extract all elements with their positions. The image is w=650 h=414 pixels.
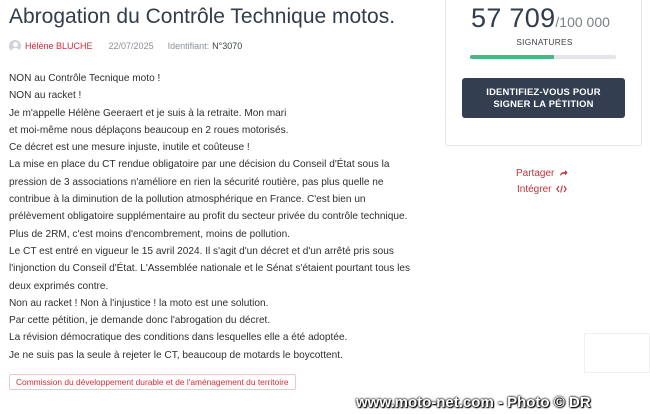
share-link[interactable] [516, 168, 568, 179]
identifier-value: N°3070 [212, 41, 243, 51]
body-line: Je ne suis pas la seule à rejeter le CT, beaucoup de motards le boycottent. [9, 349, 343, 361]
sign-button-line1: IDENTIFIEZ-VOUS POUR [486, 86, 601, 97]
body-line: prélèvement obligatoire supplémentaire au profit du secteur privée du contrôle technique. [9, 211, 408, 223]
signature-count-value: 57 709 [471, 3, 556, 33]
body-line: Je m'appelle Hélène Geeraert et je suis à la retraite. Mon mari [9, 107, 287, 119]
signature-card [445, 0, 642, 146]
petition-date: 22/07/2025 [108, 41, 154, 51]
body-line: deux exprimés contre. [9, 280, 109, 292]
body-line: Ce décret est une mesure injuste, inutile et coûteuse ! [9, 142, 250, 154]
body-line: pression de 3 associations n'améliore en rien la sécurité routière, pas plus quelle ne [9, 176, 384, 188]
body-line: Non au racket ! Non à l'injustice ! la moto est une solution. [9, 297, 269, 309]
body-line: l'injonction du Conseil d'État. L'Assemblée nationale et le Sénat s'étaient pourtant tous les [9, 263, 411, 275]
photo-watermark: www.moto-net.com - Photo © DR [356, 394, 591, 411]
embed-link[interactable] [517, 184, 567, 195]
share-arrow-icon [559, 169, 568, 179]
identifier-label: Identifiant: [167, 41, 210, 51]
sign-petition-button[interactable] [462, 78, 625, 118]
body-line: La mise en place du CT rendue obligatoire par une décision du Conseil d'État sous la [9, 159, 390, 171]
body-line: Le CT est entré en vigueur le 15 avril 2024. Il s'agit d'un décret et d'un arrêté pris sous [9, 245, 394, 257]
body-line: contribue à la diminution de la pollution atmosphérique en France. C'est bien un [9, 194, 366, 206]
author-link[interactable]: Hélène BLUCHE [25, 41, 93, 51]
body-line: Par cette pétition, je demande donc l'abrogation du décret. [9, 315, 271, 327]
avatar-icon [9, 40, 21, 52]
body-line: NON au Contrôle Tecnique moto ! [9, 73, 161, 84]
blank-panel [584, 333, 650, 373]
petition-title: Abrogation du Contrôle Technique motos. [9, 5, 396, 28]
signature-progress-bar [470, 55, 616, 59]
commission-tag[interactable]: Commission du développement durable et de l'aménagement du territoire [9, 374, 296, 390]
signature-count [471, 3, 610, 34]
body-line: NON au racket ! [9, 90, 82, 102]
share-label: Partager [516, 168, 555, 179]
signature-goal: /100 000 [555, 14, 610, 30]
embed-label: Intégrer [517, 184, 552, 195]
body-line: Plus de 2RM, c'est moins d'encombrement, moins de pollution. [9, 228, 291, 240]
sign-button-line2: SIGNER LA PÉTITION [493, 97, 594, 109]
code-icon [556, 185, 567, 195]
petition-body [9, 70, 439, 364]
body-line: La révision démocratique des conditions dans lesquelles elle a été adoptée. [9, 332, 348, 344]
signatures-label: SIGNATURES [516, 37, 573, 47]
signature-progress-fill [470, 55, 554, 59]
petition-meta [9, 39, 242, 53]
body-line: et moi-même nous déplaçons beaucoup en 2 roues motorisés. [9, 124, 289, 136]
